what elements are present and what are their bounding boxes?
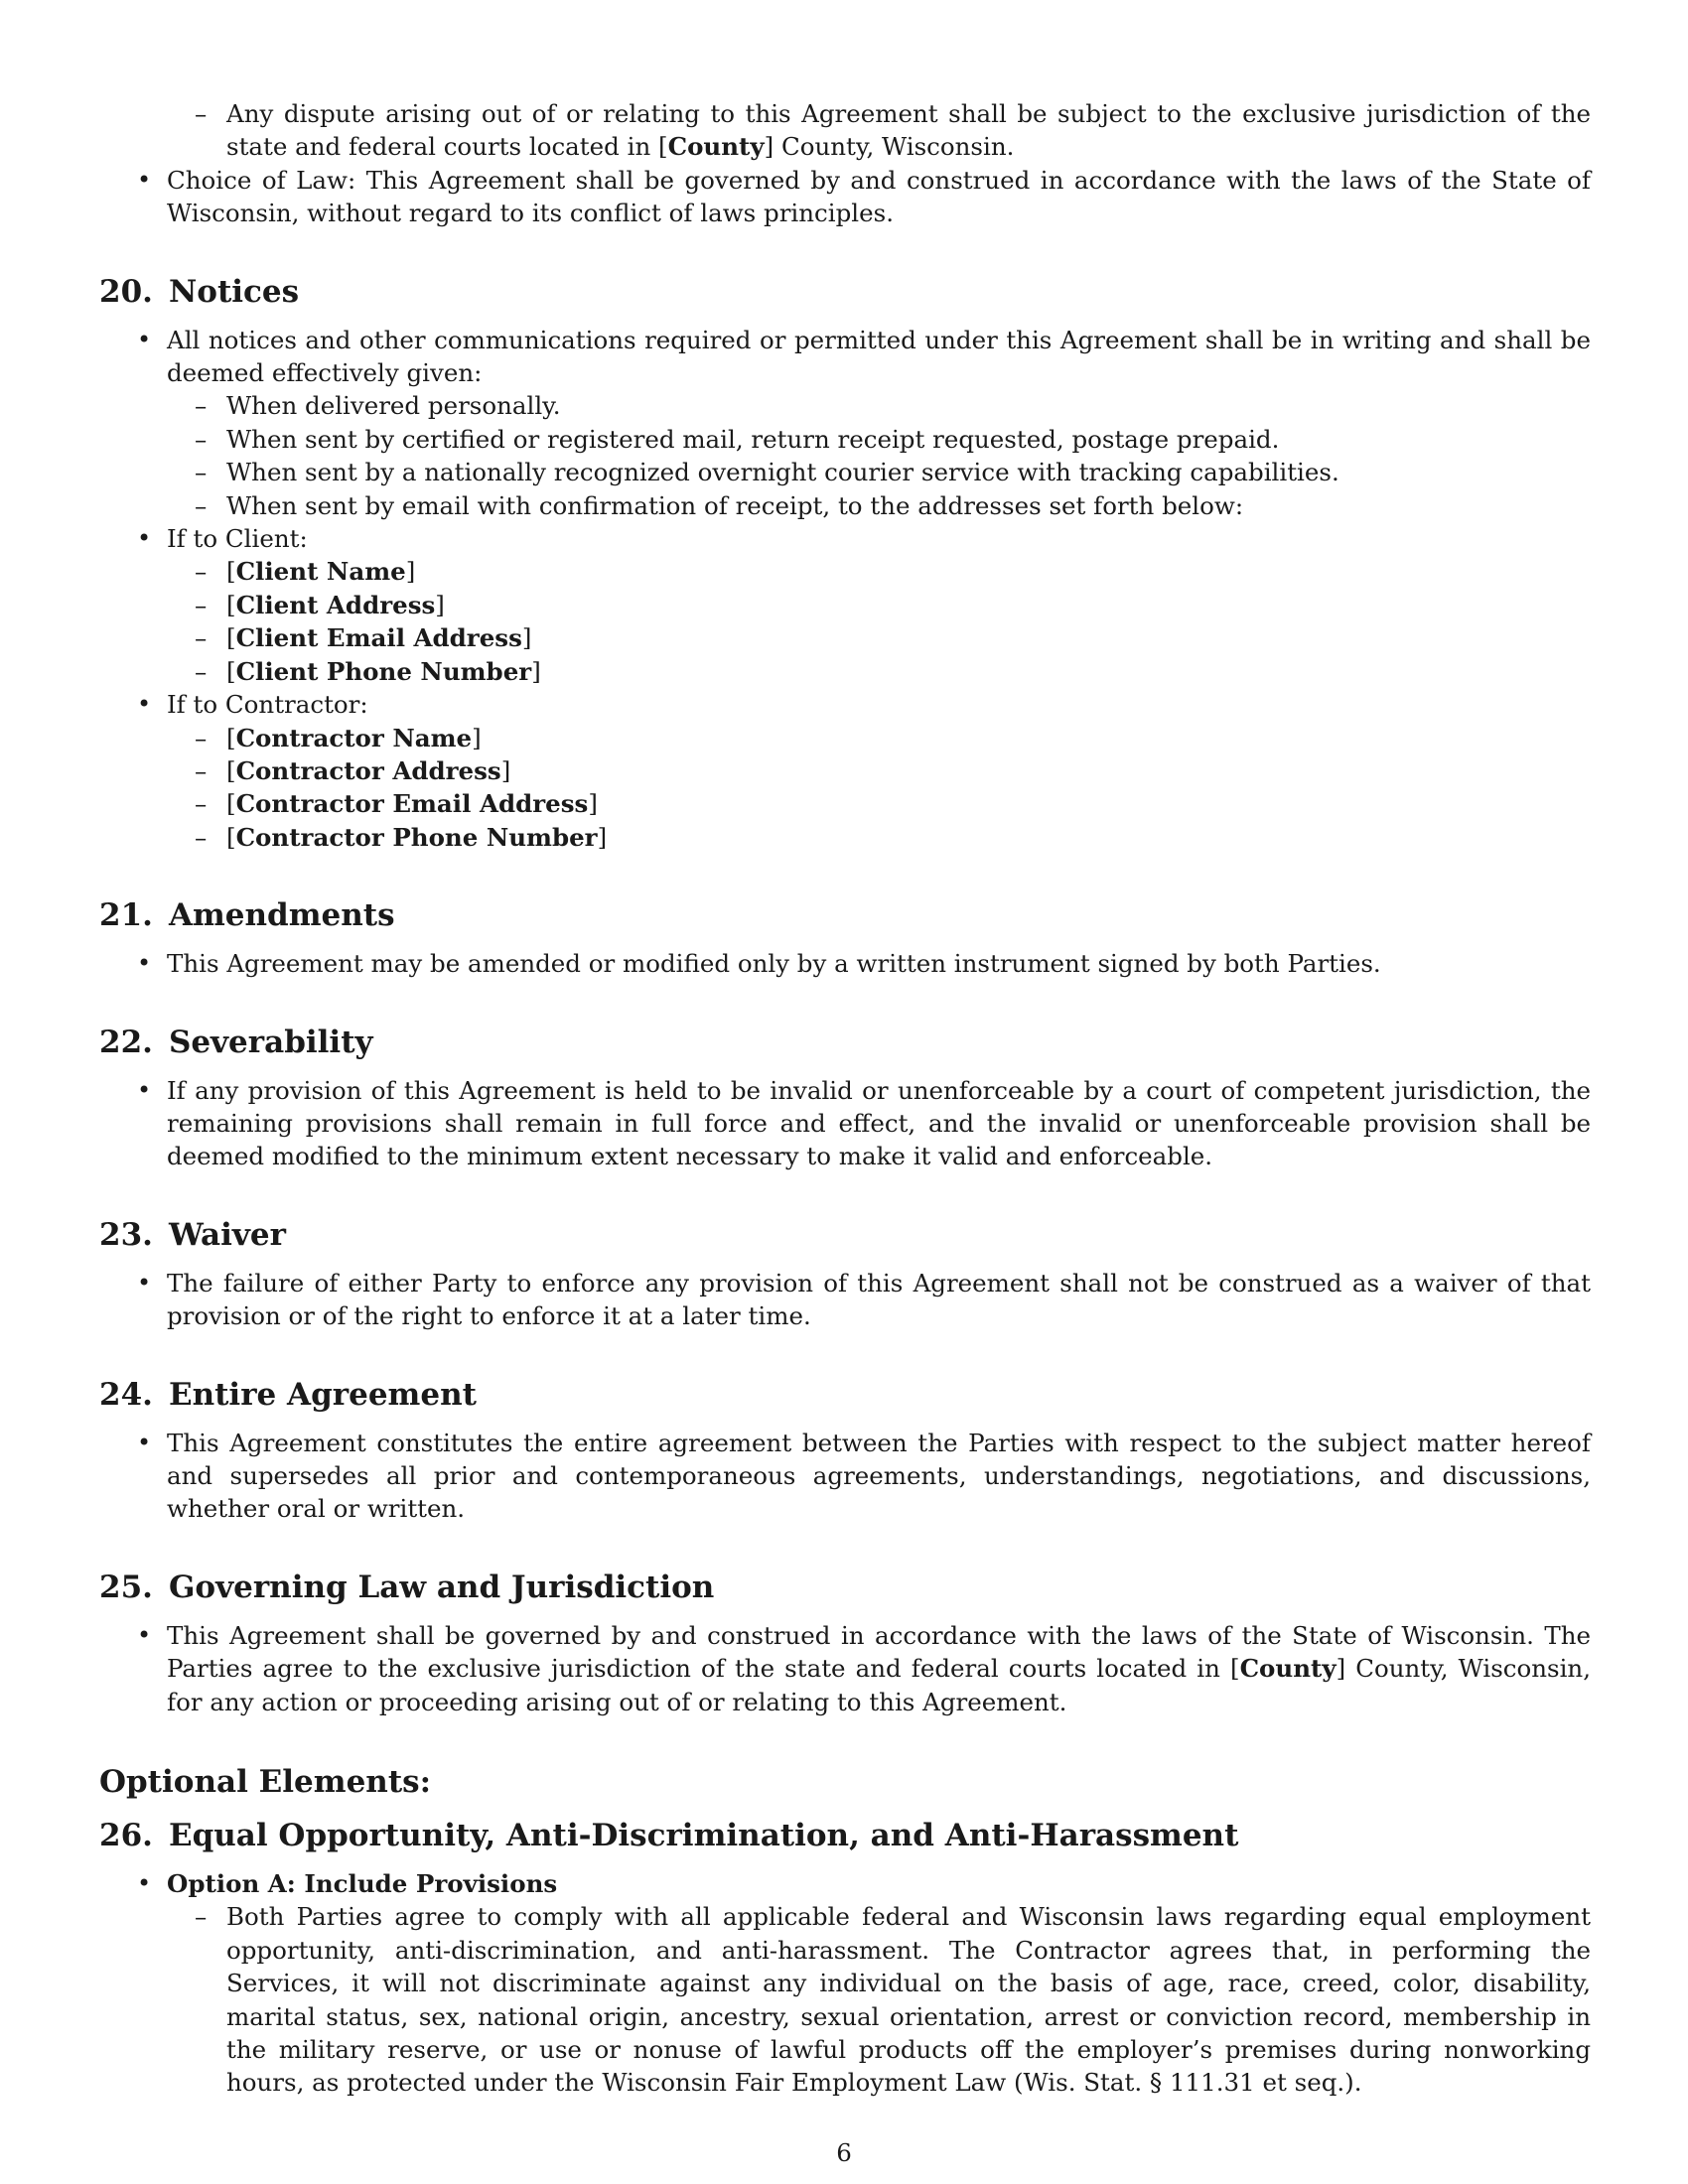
amendments-list (99, 947, 1591, 980)
severability-item: • If any provision of this Agreement is held to be invalid or unenforceable by a court of competent jurisdiction, the remaining provisions shall remain in full force and effect, and the invalid or unenforceable provision shall be deemed modified to the minimum extent necessary to make it valid and enforceable. (99, 1074, 1591, 1173)
amendments-item: • This Agreement may be amended or modified only by a written instrument signed by both Parties. (99, 947, 1591, 980)
optional-elements-heading: Optional Elements: (99, 1764, 432, 1800)
delivery-method-item: – When sent by certified or registered mail, return receipt requested, postage prepaid. (167, 423, 1591, 456)
document-page (99, 97, 1591, 2100)
severability-list (99, 1074, 1591, 1173)
entire-agreement-list (99, 1427, 1591, 1526)
page-number: 6 (836, 2138, 852, 2167)
section-heading-governing-law: 25. Governing Law and Jurisdiction (99, 1569, 715, 1605)
contractor-field-item: – [Contractor Address] (167, 754, 1591, 787)
contractor-field-item: – [Contractor Name] (167, 722, 1591, 754)
choice-of-law-item: • Choice of Law: This Agreement shall be governed by and construed in accordance with the laws of the State of Wisconsin, without regard to its conflict of laws principles. (99, 164, 1591, 230)
jurisdiction-continuation (99, 97, 1591, 164)
equal-opportunity-list (99, 1867, 1591, 2100)
notices-list (99, 324, 1591, 855)
client-notice-item: • If to Client: – [Client Name] – [Client Address] – [Client Email Address] – [Client Phone Number] (99, 522, 1591, 688)
contractor-fields-list (167, 722, 1591, 855)
client-field-item: – [Client Address] (167, 589, 1591, 621)
client-field-item: – [Client Phone Number] (167, 655, 1591, 688)
delivery-methods-list (167, 389, 1591, 522)
section-heading-notices: 20. Notices (99, 273, 300, 310)
waiver-list (99, 1267, 1591, 1333)
section-heading-waiver: 23. Waiver (99, 1216, 286, 1253)
option-a-text: – Both Parties agree to comply with all applicable federal and Wisconsin laws regarding equal employment opportunity, anti-discrimination, and anti-harassment. The Contractor agrees that, in performing the Services, it will not discriminate against any individual on the basis of age, race, creed, color, disability, marital status, sex, national origin, ancestry, sexual orientation, arrest or conviction record, membership in the military reserve, or use or nonuse of lawful products off the employer’s premises during nonworking hours, as protected under the Wisconsin Fair Employment Law (Wis. Stat. § 111.31 et seq.). (167, 1900, 1591, 2099)
notices-intro-item: • All notices and other communications required or permitted under this Agreement shall be in writing and shall be deemed effectively given: – When delivered personally. – When sent by certified or registered mail, return receipt requested, postage prepaid. – When sent by a nationally recognized overnight courier service with tracking capabilities. – When sent by email with confirmation of receipt, to the addresses set forth below: (99, 324, 1591, 522)
section-heading-amendments: 21. Amendments (99, 897, 395, 934)
choice-of-law-list (99, 164, 1591, 230)
client-fields-list (167, 555, 1591, 688)
county-placeholder: County (667, 132, 765, 162)
section-heading-entire-agreement: 24. Entire Agreement (99, 1376, 477, 1413)
delivery-method-item: – When delivered personally. (167, 389, 1591, 422)
governing-law-list (99, 1619, 1591, 1718)
waiver-item: • The failure of either Party to enforce any provision of this Agreement shall not be construed as a waiver of that provision or of the right to enforce it at a later time. (99, 1267, 1591, 1333)
option-a-item (99, 1867, 1591, 2100)
client-field-item: – [Client Name] (167, 555, 1591, 588)
contractor-notice-item: • If to Contractor: – [Contractor Name] – [Contractor Address] – [Contractor Email Address] – [Contractor Phone Number] (99, 688, 1591, 854)
county-placeholder: County (1239, 1654, 1336, 1684)
section-heading-severability: 22. Severability (99, 1024, 373, 1060)
delivery-method-item: – When sent by a nationally recognized overnight courier service with tracking capabilities. (167, 456, 1591, 488)
contractor-field-item: – [Contractor Phone Number] (167, 821, 1591, 854)
delivery-method-item: – When sent by email with confirmation of receipt, to the addresses set forth below: (167, 489, 1591, 522)
entire-agreement-item: • This Agreement constitutes the entire agreement between the Parties with respect to the subject matter hereof and supersedes all prior and contemporaneous agreements, understandings, negotiations, and discussions, whether oral or written. (99, 1427, 1591, 1526)
contractor-field-item: – [Contractor Email Address] (167, 787, 1591, 820)
option-a-label: Option A: Include Provisions (167, 1869, 558, 1898)
option-a-sublist (167, 1900, 1591, 2099)
client-field-item: – [Client Email Address] (167, 621, 1591, 654)
governing-law-item: • This Agreement shall be governed by and construed in accordance with the laws of the State of Wisconsin. The Parties agree to the exclusive jurisdiction of the state and federal courts located in [County] County, Wisconsin, for any action or proceeding arising out of or relating to this Agreement. (99, 1619, 1591, 1718)
section-heading-equal-opportunity: 26. Equal Opportunity, Anti-Discrimination, and Anti-Harassment (99, 1818, 1239, 1853)
dispute-jurisdiction-item: – Any dispute arising out of or relating to this Agreement shall be subject to the exclusive jurisdiction of the state and federal courts located in [County] County, Wisconsin. (226, 97, 1591, 164)
